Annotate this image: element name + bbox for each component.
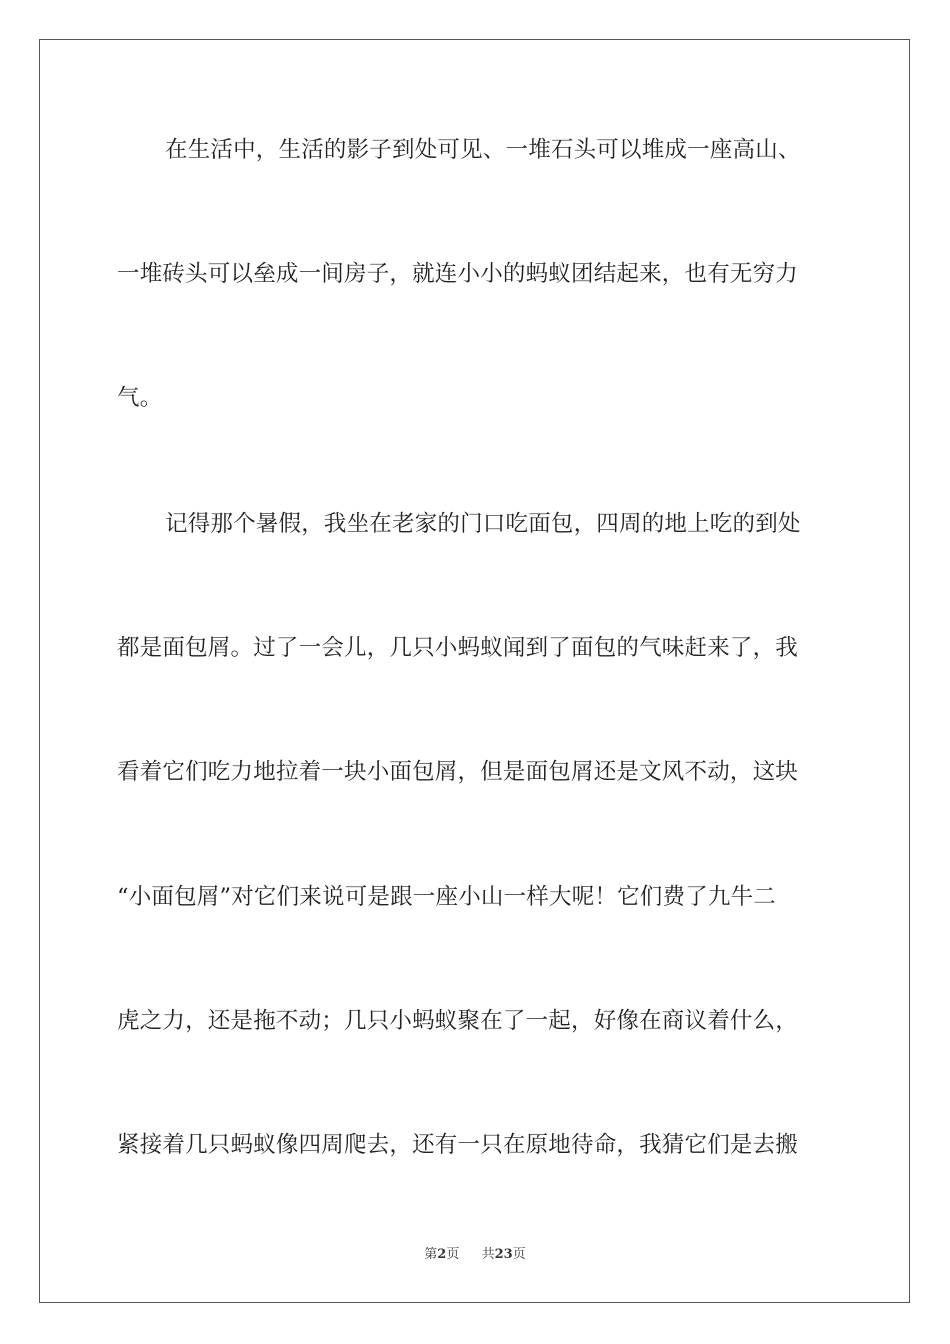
current-page-number: 2 [437, 1247, 447, 1262]
page-footer [0, 1246, 950, 1264]
total-label-prefix: 共 [481, 1247, 495, 1262]
page-frame [39, 39, 910, 1303]
paragraph-1-line-3: 气。 [117, 385, 163, 411]
paragraph-1-line-1: 在生活中，生活的影子到处可见、一堆石头可以堆成一座高山、 [165, 137, 801, 163]
total-label-suffix: 页 [512, 1247, 526, 1262]
paragraph-2-line-6: 紧接着几只蚂蚁像四周爬去，还有一只在原地待命，我猜它们是去搬 [117, 1132, 799, 1158]
paragraph-2-line-4: “小面包屑”对它们来说可是跟一座小山一样大呢！它们费了九牛二 [117, 884, 777, 910]
total-page-count: 23 [494, 1247, 513, 1262]
paragraph-2-line-1: 记得那个暑假，我坐在老家的门口吃面包，四周的地上吃的到处 [165, 511, 801, 537]
paragraph-1-line-2: 一堆砖头可以垒成一间房子，就连小小的蚂蚁团结起来，也有无穷力 [117, 261, 799, 287]
paragraph-2-line-2: 都是面包屑。过了一会儿，几只小蚂蚁闻到了面包的气味赶来了，我 [117, 635, 799, 661]
paragraph-2-line-5: 虎之力，还是拖不动；几只小蚂蚁聚在了一起，好像在商议着什么， [117, 1008, 799, 1034]
page-label-prefix: 第 [424, 1247, 438, 1262]
page-label-suffix: 页 [446, 1247, 460, 1262]
paragraph-2-line-3: 看着它们吃力地拉着一块小面包屑，但是面包屑还是文风不动，这块 [117, 759, 799, 785]
